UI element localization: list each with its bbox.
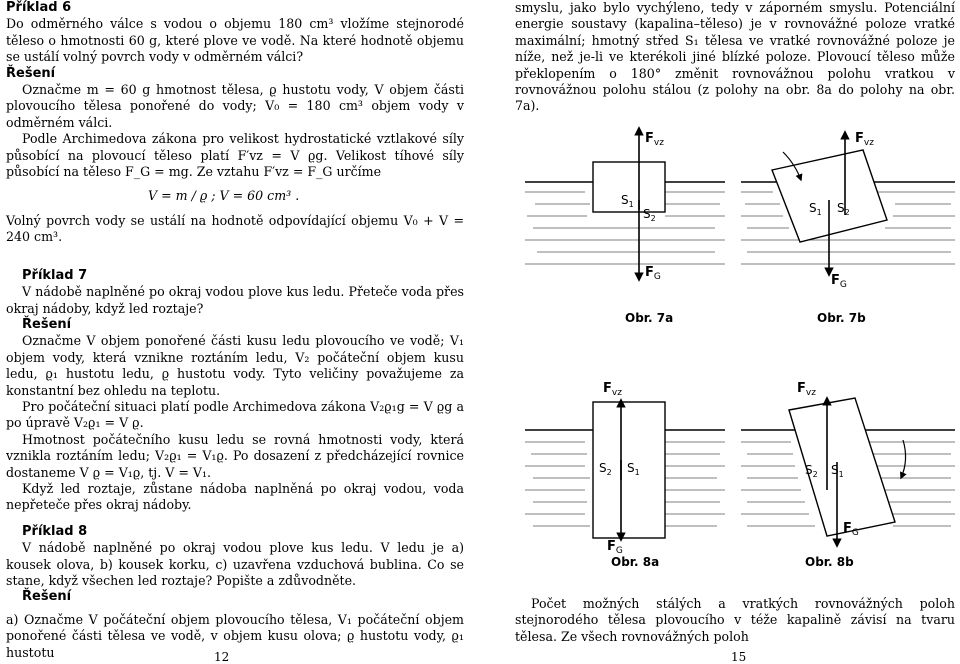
example-8-solution-p1: a) Označme V počáteční objem plovoucího tělesa, V₁ počáteční objem ponořené části tělesa ve vodě, v objem kusu olova; ϱ hustotu vody, ϱ₁ hustotu xyxy=(6,611,464,660)
label-fg-8a: $F_G$ xyxy=(607,539,623,556)
caption-7a: Obr. 7a xyxy=(625,311,674,325)
figure-8b xyxy=(741,381,955,569)
label-s1-8a: $S_1$ xyxy=(627,461,640,477)
label-fvz-7b: $F_{vz}$ xyxy=(855,131,874,148)
example-6-equation: V = m / ϱ ; V = 60 cm³ . xyxy=(148,188,300,204)
right-text-bottom-wrap xyxy=(515,596,955,645)
example-8-title: Příklad 8 xyxy=(22,523,88,539)
label-fvz-8b: $F_{vz}$ xyxy=(797,381,816,398)
example-8-solution-heading: Řešení xyxy=(22,589,72,605)
page-number-right: 15 xyxy=(731,650,747,664)
example-7-solution-p1: Označme V objem ponořené části kusu ledu plovoucího ve vodě; V₁ objem vody, která vznikne roztáním ledu, V₂ počáteční objem kusu ledu, ϱ₁ hustotu ledu, ϱ hustotu vody. Tyto veličiny považujeme za konstantní bez ohledu na teplotu. xyxy=(6,333,464,398)
label-s1-7b: $S_1$ xyxy=(809,201,822,217)
label-fg-8b: $F_G$ xyxy=(843,521,859,538)
right-text-bottom: Počet možných stálých a vratkých rovnovážných poloh stejnorodého tělesa plovoucího v téže kapalině závisí na tvaru tělesa. Ze všech rovnovážných poloh xyxy=(515,596,955,644)
label-fvz-8a: $F_{vz}$ xyxy=(603,381,622,398)
caption-8b: Obr. 8b xyxy=(805,555,854,569)
example-6-solution-p1: Označme m = 60 g hmotnost tělesa, ϱ hustotu vody, V objem části plovoucího tělesa ponořené do vody; V₀ = 180 cm³ objem vody v odměrném válci. xyxy=(6,82,464,130)
label-s1-8b: $S_1$ xyxy=(831,463,844,479)
label-fg-7b: $F_G$ xyxy=(831,273,847,290)
example-7-task: V nádobě naplněné po okraj vodou plove kus ledu. Přeteče voda přes okraj nádoby, když led roztaje? xyxy=(6,284,464,316)
example-6-title: Příklad 6 xyxy=(6,0,72,15)
example-7-solution-heading: Řešení xyxy=(22,316,72,332)
label-s2-7a: $S_2$ xyxy=(643,207,656,223)
figure-7a xyxy=(525,128,725,325)
label-s2-8a: $S_2$ xyxy=(599,461,612,477)
label-fvz-7a: $F_{vz}$ xyxy=(645,131,664,148)
caption-7b: Obr. 7b xyxy=(817,311,866,325)
figures-buoyancy xyxy=(515,100,960,578)
left-page xyxy=(6,0,464,661)
example-6-result: Volný povrch vody se ustálí na hodnotě odpovídající objemu V₀ + V = 240 cm³. xyxy=(6,212,464,245)
caption-8a: Obr. 8a xyxy=(611,555,660,569)
figure-7b xyxy=(741,131,955,325)
example-7-solution-p2: Pro počáteční situaci platí podle Archimedova zákona V₂ϱ₁g = V ϱg a po úpravě V₂ϱ₁ = V ϱ. xyxy=(6,398,464,431)
example-6-solution-p2: Podle Archimedova zákona pro velikost hydrostatické vztlakové síly působící na plovoucí těleso platí F′vz = V ϱg. Velikost tíhové síly působící na těleso F_G = mg. Ze vztahu F′vz = F_G určíme xyxy=(6,131,464,180)
label-fg-7a: $F_G$ xyxy=(645,265,661,282)
example-7-solution-p4: Když led roztaje, zůstane nádoba naplněná po okraj vodou, voda nepřeteče přes okraj nádoby. xyxy=(6,480,464,513)
right-page xyxy=(515,0,955,115)
right-text-top: smyslu, jako bylo vychýleno, tedy v záporném smyslu. Potenciální energie soustavy (kapalina–těleso) je v rovnovážné poloze vratké maximální; hmotný střed S₁ tělesa ve vratké rovnovážné poloze je níže, než je-li ve kterékoli jiné blízké poloze. Plovoucí těleso může překlopením o 180° změnit rovnovážnou polohu vratkou v rovnovážnou polohu stálou (z polohy na obr. 8a do polohy na obr. 7a). xyxy=(515,0,955,114)
example-8-task: V nádobě naplněné po okraj vodou plove kus ledu. V ledu je a) kousek olova, b) kousek korku, c) uzavřena vzduchová bublina. Co se stane, když všechen led roztaje? Popište a zdůvodněte. xyxy=(6,540,464,588)
rotation-arrow-8b xyxy=(901,440,906,478)
example-7-solution-p3: Hmotnost počátečního kusu ledu se rovná hmotnosti vody, která vznikla roztáním ledu; V₂ϱ₁ = V₁ϱ. Po dosazení z předcházející rovnice dostaneme V ϱ = V₁ϱ, tj. V = V₁. xyxy=(6,431,464,480)
figure-8a xyxy=(525,381,725,569)
label-s2-7b: $S_2$ xyxy=(837,201,850,217)
example-6-task: Do odměrného válce s vodou o objemu 180 cm³ vložíme stejnorodé těleso o hmotnosti 60 g, které plove ve vodě. Na které hodnotě objemu se ustálí volný povrch vody v odměrném válci? xyxy=(6,16,464,65)
label-s1-7a: $S_1$ xyxy=(621,193,634,209)
example-7-title: Příklad 7 xyxy=(22,267,88,283)
page-number-left: 12 xyxy=(214,650,230,664)
label-s2-8b: $S_2$ xyxy=(805,463,818,479)
example-6-solution-heading: Řešení xyxy=(6,65,56,81)
